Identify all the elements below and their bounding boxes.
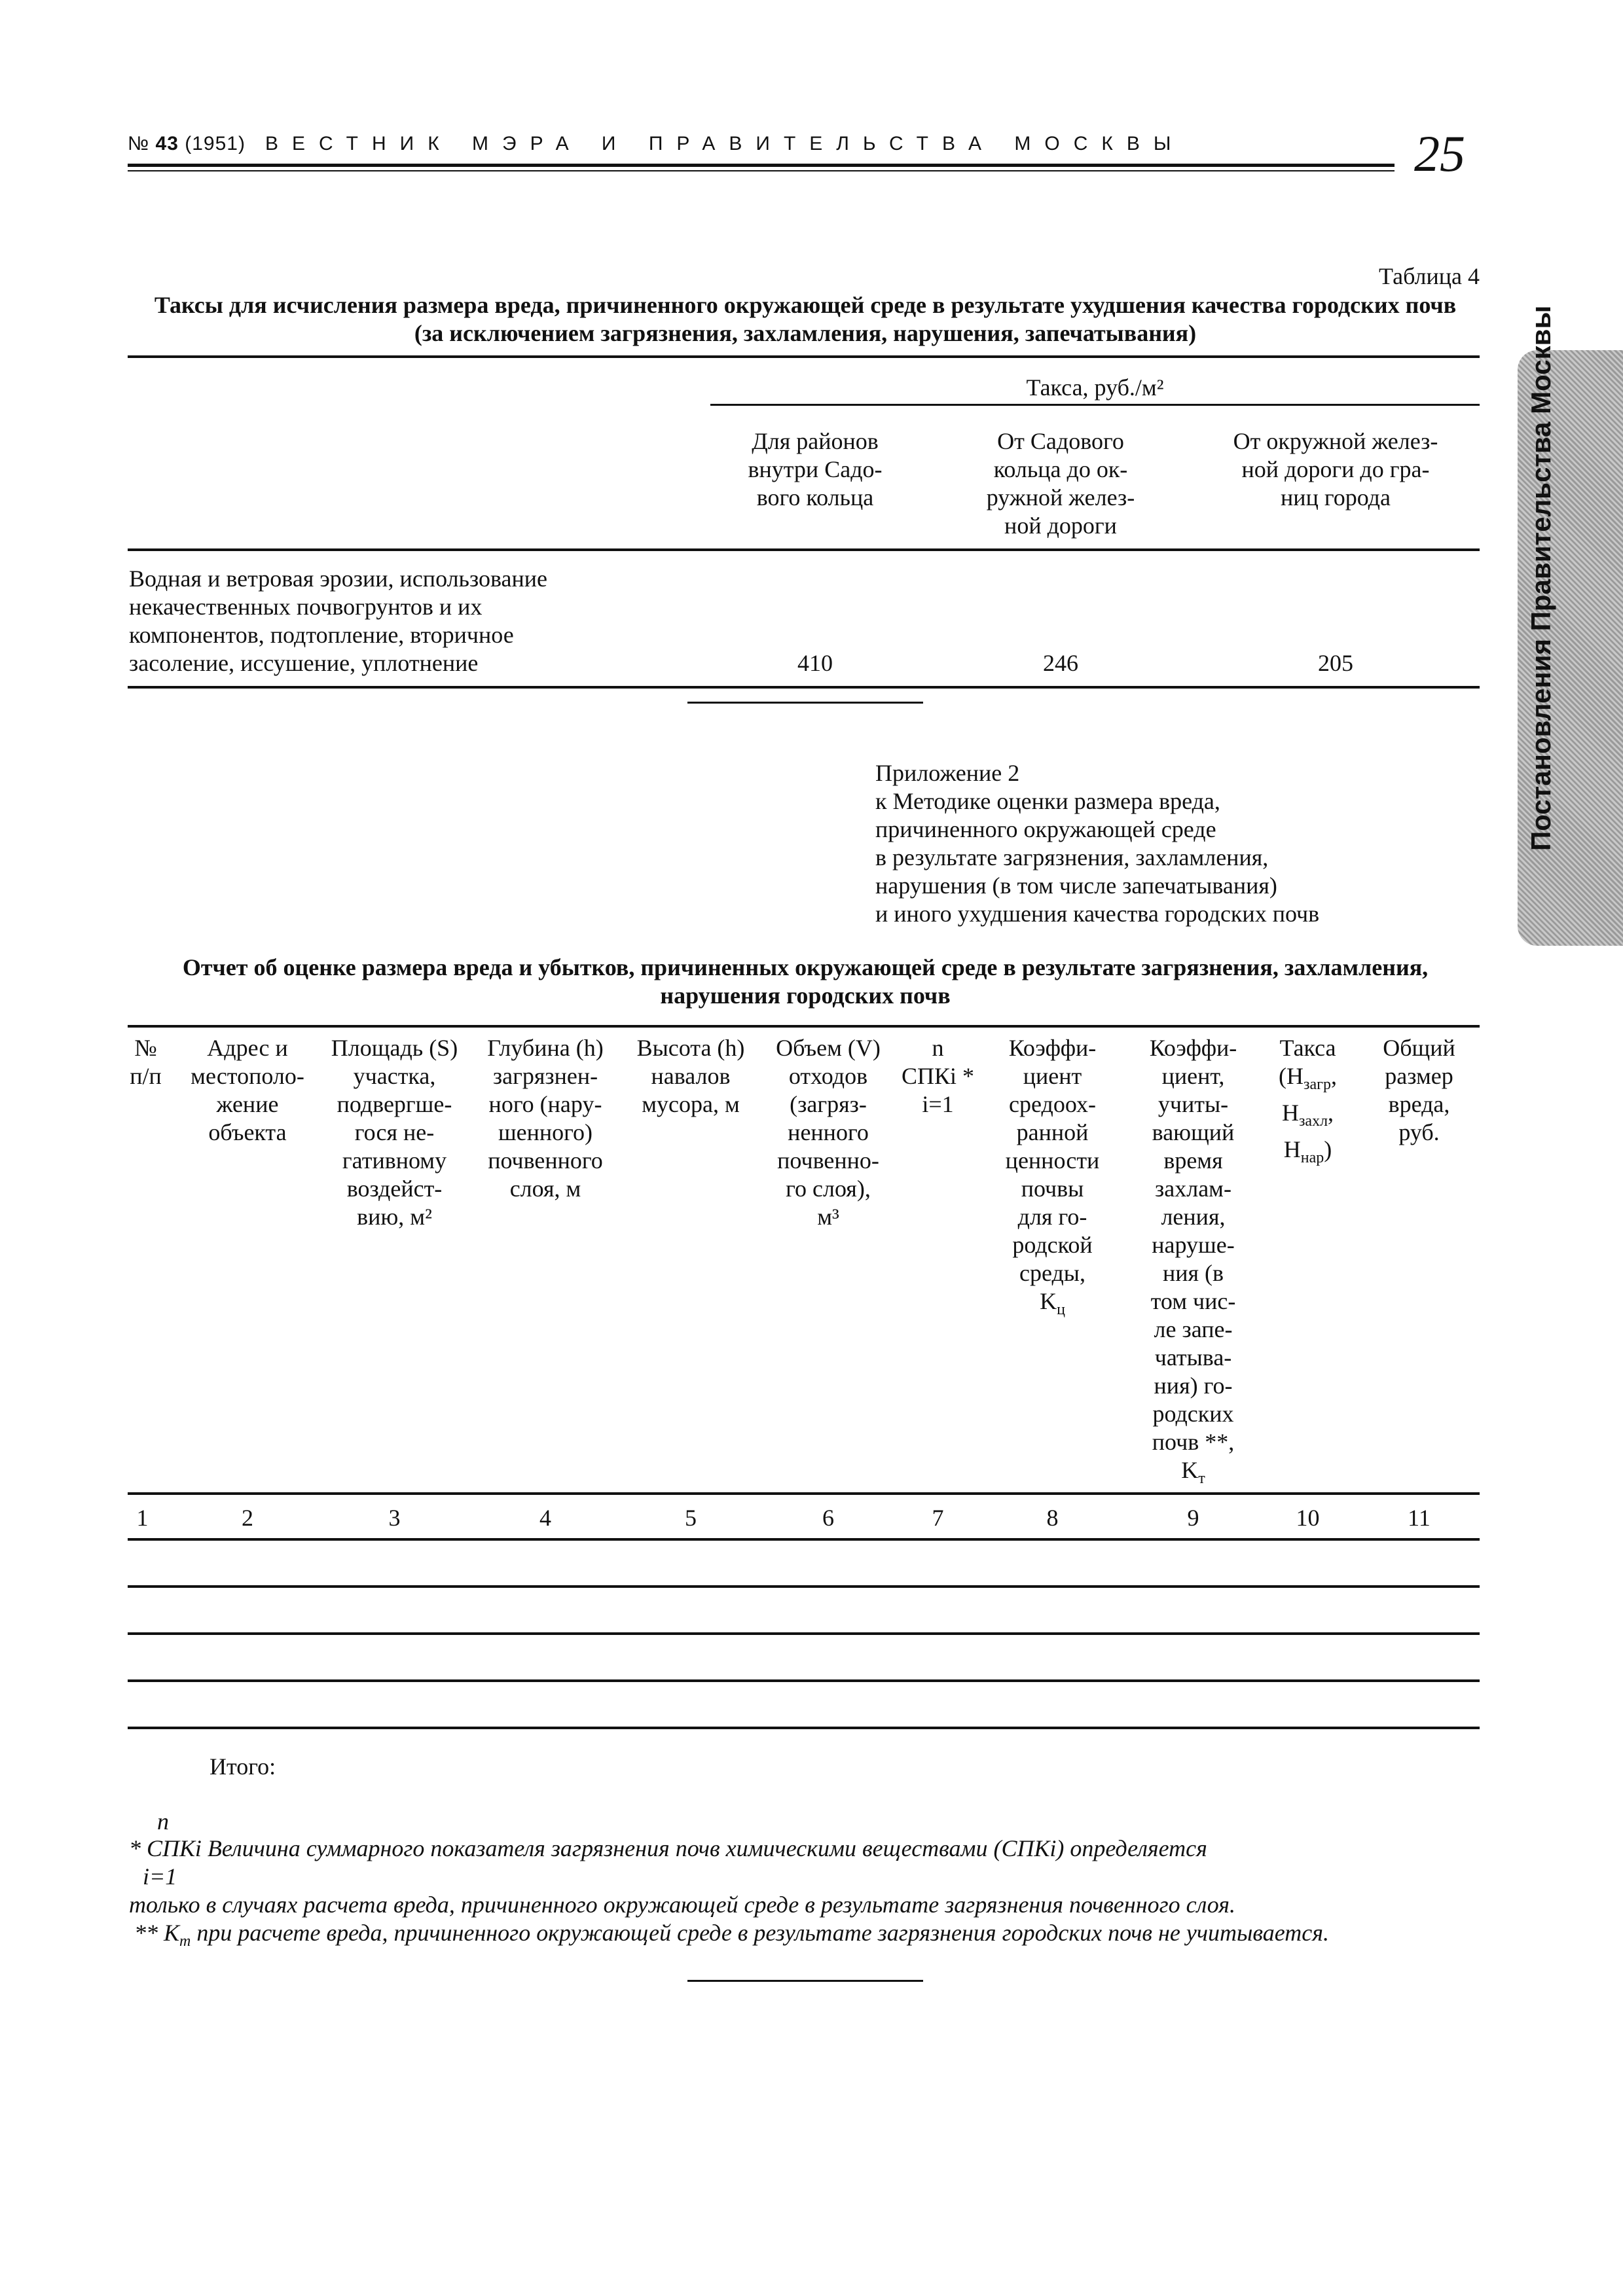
header-line: ной дороги до гра- <box>1241 456 1430 482</box>
total-label: Итого: <box>210 1753 276 1780</box>
header-line: ния) го- <box>1154 1372 1233 1399</box>
header-line: Такса <box>1279 1035 1336 1061</box>
header-line: вреда, <box>1388 1091 1450 1117</box>
footnote-2: только в случаях расчета вреда, причиненного окружающей среде в результате загрязнения почвенного слоя. <box>129 1892 1236 1918</box>
tax-symbol: Н <box>1283 1136 1301 1163</box>
table-row-rule <box>128 1585 1480 1588</box>
table-label: Таблица 4 <box>1379 263 1480 289</box>
column-number: 10 <box>1296 1505 1320 1531</box>
header-line: Глубина (h) <box>487 1035 604 1061</box>
header-line: навалов <box>651 1063 731 1089</box>
group-header-rule <box>710 404 1480 406</box>
header-line: № <box>134 1035 157 1061</box>
column-number: 6 <box>822 1505 834 1531</box>
header-line <box>1260 1062 1355 1099</box>
header-line: вого кольца <box>756 484 874 511</box>
column-number: 11 <box>1408 1505 1431 1531</box>
header-line: загрязнен- <box>492 1063 598 1089</box>
table-row-rule <box>128 1538 1480 1541</box>
header-line: Объем (V) <box>776 1035 881 1061</box>
table-bottom-rule <box>128 686 1480 689</box>
col-header-total <box>1362 1034 1476 1147</box>
header-line: СПКi * <box>901 1063 975 1089</box>
tax-subscript: нар <box>1300 1149 1324 1167</box>
header-line: размер <box>1385 1063 1453 1089</box>
header-line: вающий <box>1152 1119 1235 1145</box>
table-row-rule <box>128 1632 1480 1635</box>
header-line: местополо- <box>191 1063 304 1089</box>
header-line: кольца до ок- <box>993 456 1128 482</box>
tax-punct: , <box>1330 1063 1337 1089</box>
table-row-rule <box>128 1727 1480 1729</box>
header-line: (загряз- <box>790 1091 867 1117</box>
header-line: От окружной желез- <box>1233 428 1438 454</box>
header-line: ной дороги <box>1004 512 1117 539</box>
header-line: воздейст- <box>346 1175 443 1202</box>
header-line: ценности <box>1005 1147 1100 1174</box>
table-value: 205 <box>1318 650 1353 676</box>
col-header-area <box>321 1034 468 1231</box>
tax-symbol: Н <box>1281 1100 1299 1126</box>
header-line: почвенно- <box>777 1147 879 1174</box>
header-line: наруше- <box>1152 1232 1235 1258</box>
table-row-rule <box>128 1679 1480 1682</box>
col-header-height <box>622 1034 759 1119</box>
column-header <box>710 427 920 512</box>
column-number: 8 <box>1046 1505 1059 1531</box>
header-line: шенного) <box>498 1119 593 1145</box>
appendix-line: к Методике оценки размера вреда, <box>875 788 1220 814</box>
report-title-line2: нарушения городских почв <box>660 982 951 1009</box>
footnote-i-label: i=1 <box>143 1863 177 1890</box>
header-line: средоох- <box>1009 1091 1096 1117</box>
tax-subscript: загр <box>1304 1076 1331 1094</box>
table-title-line1: Таксы для исчисления размера вреда, причиненного окружающей среде в результате ухудшения качества городских почв <box>154 292 1457 318</box>
header-line <box>1123 1456 1264 1493</box>
header-rule-thick <box>128 164 1395 167</box>
header-line: жение <box>216 1091 279 1117</box>
header-line: п/п <box>130 1063 162 1089</box>
column-number: 7 <box>932 1505 944 1531</box>
table-value: 410 <box>797 650 833 676</box>
page-number: 25 <box>1414 125 1465 182</box>
column-number: 4 <box>539 1505 551 1531</box>
tax-symbol: (Н <box>1279 1063 1304 1089</box>
table-value: 246 <box>1043 650 1078 676</box>
header-rule-thin <box>128 170 1395 171</box>
header-line: вию, м² <box>357 1204 432 1230</box>
header-line: родских <box>1152 1401 1234 1427</box>
coef-symbol: K <box>1040 1288 1057 1314</box>
col-header-spki <box>894 1034 982 1119</box>
tax-punct: ) <box>1324 1136 1332 1163</box>
header-line: гося не- <box>354 1119 435 1145</box>
column-number: 2 <box>242 1505 253 1531</box>
separator-rule <box>687 702 923 704</box>
header-line <box>985 1287 1120 1324</box>
header-line: ле запе- <box>1154 1316 1233 1342</box>
journal-header <box>128 133 1385 159</box>
column-number: 9 <box>1187 1505 1199 1531</box>
header-line: Коэффи- <box>1008 1035 1097 1061</box>
header-line: среды, <box>1019 1260 1085 1286</box>
row-label <box>129 565 705 677</box>
issue-number: № 43 (1951) <box>128 133 246 154</box>
header-line: захлам- <box>1155 1175 1231 1202</box>
header-line: го слоя), <box>786 1175 871 1202</box>
header-line: ного (нару- <box>488 1091 602 1117</box>
header-line: ружной желез- <box>986 484 1135 511</box>
header-line: Для районов <box>752 428 879 454</box>
header-line: время <box>1163 1147 1223 1174</box>
header-line: объекта <box>208 1119 287 1145</box>
header-line: почвенного <box>488 1147 603 1174</box>
header-line: Адрес и <box>207 1035 288 1061</box>
appendix-line: в результате загрязнения, захламления, <box>875 844 1269 870</box>
col-header-volume <box>763 1034 894 1231</box>
col-header-address <box>179 1034 316 1147</box>
row-label-line: засоление, иссушение, уплотнение <box>129 650 479 676</box>
header-line: подвергше- <box>337 1091 452 1117</box>
header-line: слоя, м <box>509 1175 581 1202</box>
header-bottom-rule <box>128 548 1480 551</box>
row-label-line: некачественных почвогрунтов и их <box>129 594 483 620</box>
header-line: циент, <box>1161 1063 1225 1089</box>
column-number: 5 <box>685 1505 697 1531</box>
header-line: циент <box>1023 1063 1082 1089</box>
coef-subscript: т <box>1198 1470 1205 1488</box>
header-line <box>1260 1099 1355 1136</box>
header-line: ненного <box>788 1119 869 1145</box>
coef-subscript: ц <box>1057 1301 1065 1319</box>
header-line: Общий <box>1383 1035 1455 1061</box>
header-line: том чис- <box>1150 1288 1236 1314</box>
table-top-rule <box>128 355 1480 358</box>
footnote-3-prefix: ** K <box>134 1920 180 1946</box>
report-title-line1: Отчет об оценке размера вреда и убытков, причиненных окружающей среде в результате загрязнения, захламления, <box>182 954 1429 980</box>
report-header-bottom-rule <box>128 1492 1480 1495</box>
row-label-line: компонентов, подтопление, вторичное <box>129 622 514 648</box>
header-line <box>1260 1136 1355 1172</box>
header-line: для го- <box>1017 1204 1087 1230</box>
header-line: руб. <box>1398 1119 1440 1145</box>
tax-punct: , <box>1328 1100 1334 1126</box>
footnote-3-subscript: т <box>179 1933 191 1950</box>
header-line: n <box>932 1035 944 1061</box>
appendix-line: Приложение 2 <box>875 760 1020 786</box>
column-number: 1 <box>136 1505 149 1531</box>
col-header-tax <box>1260 1034 1355 1173</box>
row-label-line: Водная и ветровая эрозии, использование <box>129 565 547 592</box>
appendix-line: причиненного окружающей среде <box>875 816 1216 842</box>
col-header-coef-value <box>985 1034 1120 1324</box>
column-header <box>1192 427 1480 512</box>
footnote-3 <box>134 1919 1329 1956</box>
header-line: ниц города <box>1281 484 1391 511</box>
col-header-coef-time <box>1123 1034 1264 1493</box>
header-line: Высота (h) <box>636 1035 745 1061</box>
appendix-note <box>875 759 1478 928</box>
footnote-3-text: при расчете вреда, причиненного окружающей среде в результате загрязнения городских почв не учитывается. <box>191 1920 1329 1946</box>
header-line: учиты- <box>1158 1091 1229 1117</box>
footnote-n-label: n <box>157 1808 169 1835</box>
column-header <box>943 427 1178 540</box>
header-line: i=1 <box>922 1091 954 1117</box>
header-line: внутри Садо- <box>748 456 883 482</box>
end-separator-rule <box>687 1980 923 1982</box>
column-number: 3 <box>388 1505 401 1531</box>
tax-subscript: захл <box>1298 1113 1328 1130</box>
header-line: ния (в <box>1162 1260 1224 1286</box>
header-line: мусора, м <box>642 1091 740 1117</box>
tax-group-header: Такса, руб./м² <box>1026 374 1164 401</box>
col-header-number <box>128 1034 164 1090</box>
header-line: м³ <box>817 1204 839 1230</box>
header-line: чатыва- <box>1154 1344 1232 1371</box>
footnote-1: * СПКi Величина суммарного показателя загрязнения почв химическими веществами (СПКi) определяется <box>129 1835 1207 1861</box>
header-line: Площадь (S) <box>331 1035 458 1061</box>
col-header-depth <box>473 1034 618 1203</box>
report-table-top-rule <box>128 1025 1480 1028</box>
coef-symbol: K <box>1181 1457 1199 1483</box>
header-line: почв **, <box>1152 1429 1235 1455</box>
appendix-line: нарушения (в том числе запечатывания) <box>875 872 1277 899</box>
header-line: Коэффи- <box>1149 1035 1237 1061</box>
journal-title: ВЕСТНИК МЭРА И ПРАВИТЕЛЬСТВА МОСКВЫ <box>264 133 1185 154</box>
header-line: участка, <box>353 1063 436 1089</box>
header-line: ранной <box>1016 1119 1089 1145</box>
table-title-line2: (за исключением загрязнения, захламления, нарушения, запечатывания) <box>414 320 1197 346</box>
header-line: гативному <box>342 1147 447 1174</box>
header-line: От Садового <box>997 428 1124 454</box>
header-line: родской <box>1012 1232 1093 1258</box>
header-line: отходов <box>788 1063 868 1089</box>
section-side-tab-label: Постановления Правительства Москвы <box>1525 305 1556 851</box>
appendix-line: и иного ухудшения качества городских почв <box>875 901 1320 927</box>
header-line: ления, <box>1161 1204 1226 1230</box>
header-line: почвы <box>1021 1175 1084 1202</box>
